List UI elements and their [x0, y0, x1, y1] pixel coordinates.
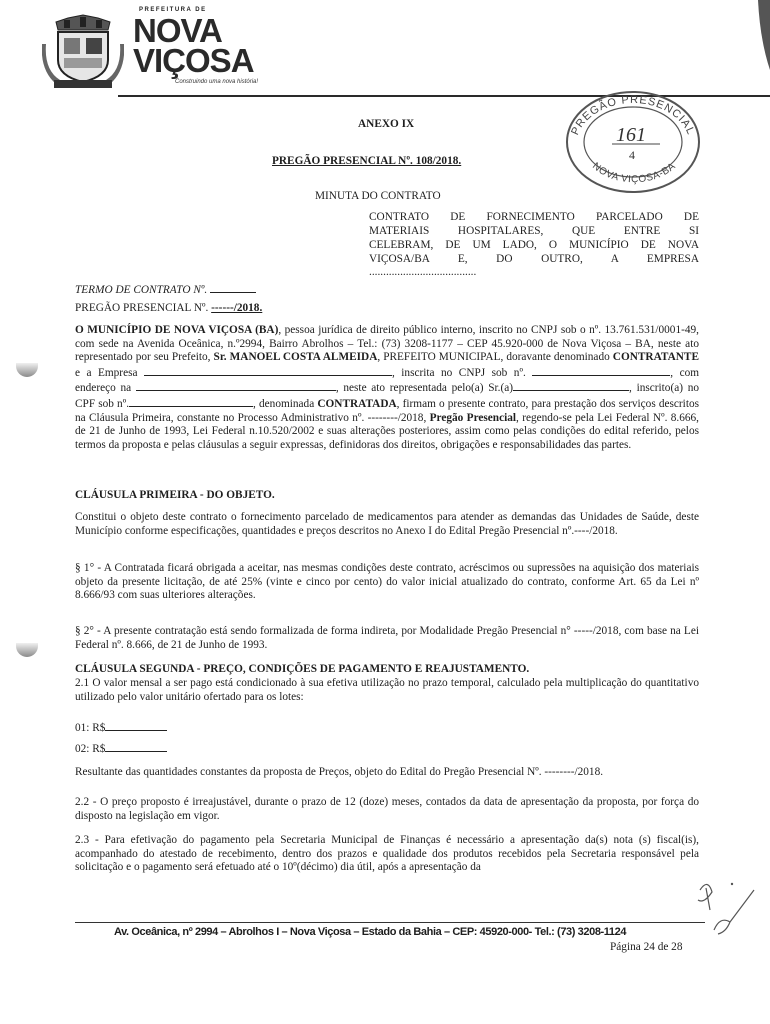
- lote-01-blank: [105, 720, 167, 731]
- preamble-text-10: , firmam o presente contrato, para prestação dos serviços descritos na Cláusula Primeira, constante no Processo Administrativo nº. --------/2018,: [75, 397, 700, 424]
- city-brand-logo: [133, 7, 313, 85]
- ementa-block: [369, 210, 699, 278]
- brand-slogan: Construindo uma nova história!: [175, 79, 259, 85]
- clausula-2-title: CLÁUSULA SEGUNDA - PREÇO, CONDIÇÕES DE PAGAMENTO E REAJUSTAMENTO.: [75, 663, 530, 675]
- preamble-text-3: e a Empresa: [75, 366, 138, 379]
- cpf-blank: [129, 396, 253, 407]
- preamble-municipio: O MUNICÍPIO DE NOVA VIÇOSA (BA): [75, 324, 279, 336]
- termo-label: TERMO DE CONTRATO Nº.: [75, 284, 208, 296]
- lote-02-blank: [105, 741, 167, 752]
- signature-initials-icon: [690, 870, 760, 940]
- binder-hole-icon: [16, 643, 38, 657]
- municipal-crest-icon: [42, 14, 124, 90]
- ementa-line-3: CELEBRAM, DE UM LADO, O MUNICÍPIO DE NOVA: [369, 239, 699, 251]
- stamp-page-number: 161: [616, 124, 646, 146]
- preamble-text-11: , regendo-se pela Lei Federal Nº. 8.666, de 21 de Junho de 1993, Lei Federal n.10.520/2002 e suas alterações posteriores, assim como pelas condições do edital referido, pelos termos da proposta e pelas cláusulas a seguir expressas, definidoras dos direitos, obrigações e responsabilidades das partes.: [75, 411, 700, 451]
- pregao-title: PREGÃO PRESENCIAL Nº. 108/2018.: [272, 155, 462, 167]
- ementa-line-1: CONTRATO DE FORNECIMENTO PARCELADO DE: [369, 211, 699, 223]
- clausula-1-paragrafo-2: § 2° - A presente contratação está sendo formalizada de forma indireta, por Modalidade Pregão Presencial n° -----/2018, com base na Lei Federal nº. 8.666, de 21 de Junho de 1993.: [75, 625, 699, 651]
- preamble-text-2: , PREFEITO MUNICIPAL, doravante denominado: [377, 351, 613, 364]
- clausula-1-paragrafo-1: § 1° - A Contratada ficará obrigada a aceitar, nas mesmas condições deste contrato, acréscimos ou supressões na aquisição dos materiais objeto da presente licitação, de até 25% (vinte e cinco por cento) do valor inicial atualizado do contrato, conforme Art. 65 da Lei nº 8.666/93 com suas ulteriores alterações.: [75, 562, 699, 602]
- lote-01-label: 01: R$: [75, 722, 106, 734]
- stamp-bottom-text: NOVA VIÇOSA-BA: [590, 160, 678, 186]
- preamble-text-7: representada pelo(a) Sr.(a): [389, 382, 514, 395]
- termo-pregao-label: PREGÃO PRESENCIAL Nº.: [75, 302, 209, 314]
- footer-rule: [75, 922, 705, 923]
- lote-01-row: [75, 720, 167, 736]
- endereco-blank: [136, 380, 336, 391]
- page-number: Página 24 de 28: [610, 941, 683, 953]
- clausula-2-resultante: Resultante das quantidades constantes da proposta de Preços, objeto do Edital do Pregão Presencial Nº. --------/2018.: [75, 766, 604, 778]
- svg-text:NOVA VIÇOSA-BA: [590, 161, 678, 186]
- preamble-comma: ,: [391, 366, 395, 379]
- termo-pregao-row: [75, 302, 262, 316]
- ementa-line-2: MATERIAIS HOSPITALARES, QUE ENTRE SI: [369, 225, 699, 237]
- preamble-contratante: CONTRATANTE: [612, 351, 699, 364]
- anexo-title: ANEXO IX: [358, 118, 415, 130]
- clausula-2-item-2-2: 2.2 - O preço proposto é irreajustável, durante o prazo de 12 (doze) meses, contados da data de apresentação da proposta, por força do disposto na legislação em vigor.: [75, 796, 699, 822]
- stamp-top-text: PREGÃO PRESENCIAL: [569, 93, 697, 138]
- preamble-paragraph: [75, 324, 699, 452]
- preamble-text-1: , pessoa jurídica de direito público interno, inscrito no CNPJ sob o nº. 13.761.531/0001-49, com sede na Avenida Oceânica, n.º2994, Bairro Abrolhos – Tel.: (73) 3208-1177 – CEP 45.920-000 de Nova Viçosa – BA, neste ato representado por seu Prefeito,: [75, 324, 699, 364]
- lote-02-label: 02: R$: [75, 743, 106, 755]
- clausula-2-item-2-3: 2.3 - Para efetivação do pagamento pela Secretaria Municipal de Finanças é necessário a apresentação da(s) nota (s) fiscal(is), acompanhado do atestado de recebimento, dentro dos prazos e qualidade dos produtos recebidos pela Secretaria responsável pela solicitação e o pagamento será efetuado até o 10º(décimo) dia útil, após a apresentação da: [75, 834, 699, 874]
- pregao-title-wrap: [272, 155, 461, 169]
- representante-blank: [513, 380, 629, 391]
- cnpj-blank: [532, 365, 670, 376]
- termo-row: [75, 282, 256, 298]
- preamble-text-5: , com endereço na: [75, 366, 700, 395]
- preamble-contratada: CONTRATADA: [317, 397, 397, 410]
- lote-02-row: [75, 741, 167, 757]
- binder-hole-icon: [16, 363, 38, 377]
- clausula-2-item-2-1: 2.1 O valor mensal a ser pago está condicionado à sua efetiva utilização no prazo temporal, calculado pela multiplicação do quantitativo utilizado pelo valor unitário ofertado para os lotes:: [75, 677, 699, 703]
- footer-address: Av. Oceânica, nº 2994 – Abrolhos I – Nova Viçosa – Estado da Bahia – CEP: 45920-000- Tel.: (73) 3208-1124: [114, 926, 627, 938]
- preamble-text-6: , neste ato: [335, 382, 386, 395]
- brand-line-2: VIÇOSA: [133, 42, 254, 79]
- brand-line-1: NOVA: [133, 12, 222, 49]
- preamble-pregao: Pregão Presencial: [429, 411, 517, 424]
- corner-scan-mark-icon: [730, 0, 770, 70]
- termo-pregao-value: ------/2018.: [211, 302, 263, 314]
- preamble-prefeito: Sr. MANOEL COSTA ALMEIDA: [213, 351, 378, 364]
- ementa-line-4: VIÇOSA/BA E, DO OUTRO, A EMPRESA: [369, 253, 699, 265]
- clausula-1-objeto: Constitui o objeto deste contrato o fornecimento parcelado de medicamentos para atender as demandas das Unidades de Saúde, deste Município conforme especificações, quantidades e preços descritos no Anexo I do Edital Pregão Presencial nº.----/2018.: [75, 511, 699, 537]
- clausula-1-title: CLÁUSULA PRIMEIRA - DO OBJETO.: [75, 489, 275, 501]
- preamble-text-9: , denominada: [253, 397, 315, 410]
- brand-prefeitura: PREFEITURA DE: [139, 7, 207, 13]
- preamble-text-4: inscrita no CNPJ sob nº.: [401, 366, 526, 379]
- preamble-text-8: , inscrito(a) no CPF sob nº.: [75, 382, 699, 410]
- ementa-dots: ......................................: [369, 266, 477, 278]
- stamp-sub-number: 4: [629, 148, 635, 162]
- termo-blank: [210, 282, 256, 293]
- minuta-title: MINUTA DO CONTRATO: [315, 190, 441, 202]
- empresa-blank: [144, 365, 392, 376]
